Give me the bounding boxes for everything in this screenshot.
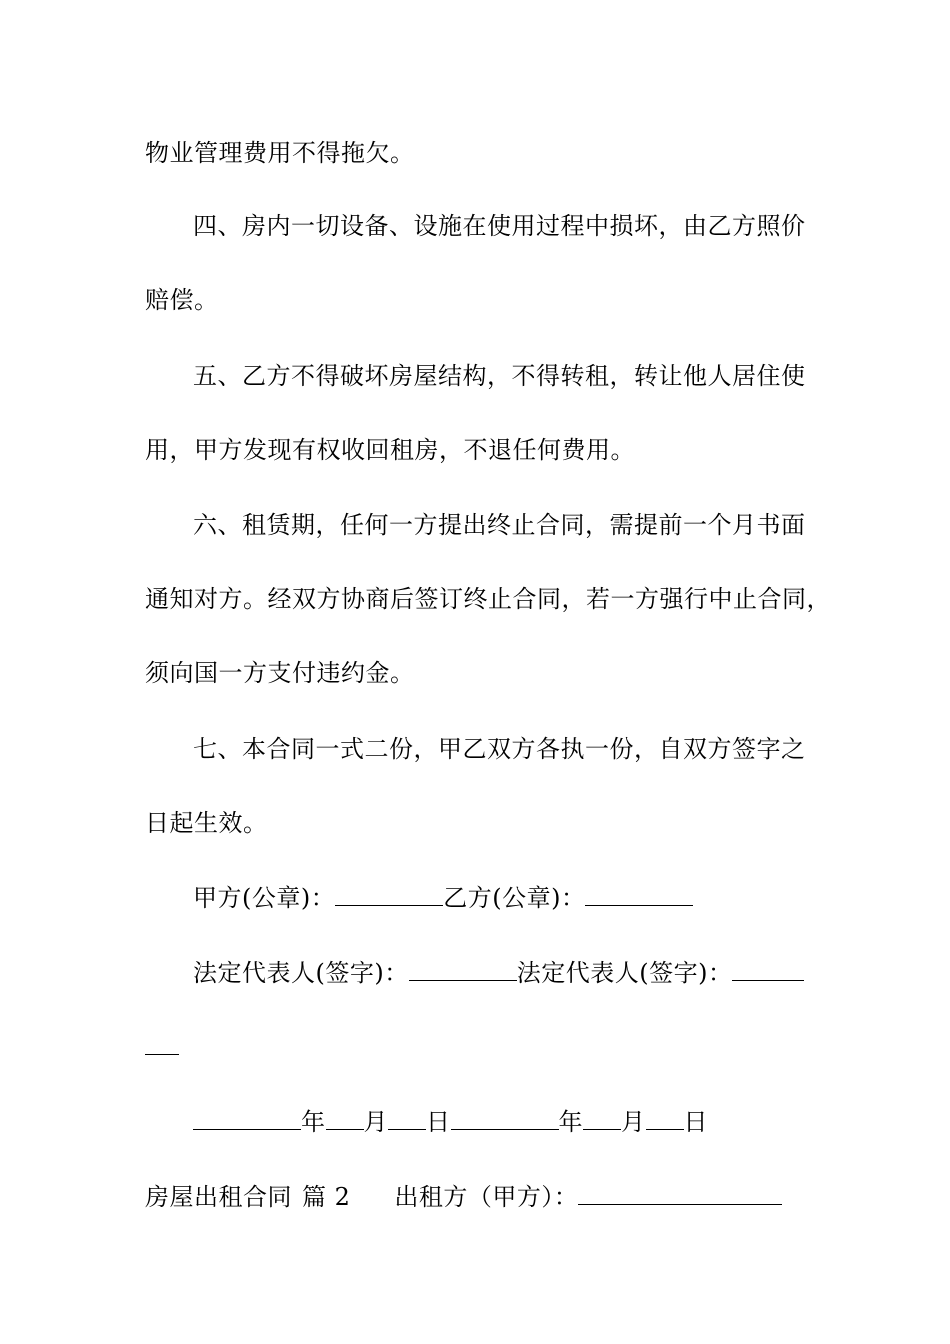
date-a-day-blank[interactable] bbox=[388, 1107, 426, 1130]
clause-five-line-2: 用，甲方发现有权收回租房，不退任何费用。 bbox=[145, 436, 635, 464]
legal-rep-a-blank[interactable] bbox=[409, 958, 517, 981]
clause-six-line-1: 六、租赁期，任何一方提出终止合同，需提前一个月书面 bbox=[193, 511, 806, 539]
date-a-month-blank[interactable] bbox=[326, 1107, 364, 1130]
date-b-day-label: 日 bbox=[683, 1108, 708, 1136]
party-a-seal-label: 甲方(公章)： bbox=[193, 884, 336, 912]
section-title: 房屋出租合同 bbox=[145, 1183, 292, 1211]
party-b-seal-label: 乙方(公章)： bbox=[443, 884, 586, 912]
section-part: 篇 2 bbox=[302, 1183, 351, 1211]
date-b-month-blank[interactable] bbox=[583, 1107, 621, 1130]
legal-rep-a-label: 法定代表人(签字)： bbox=[193, 959, 409, 987]
lessor-label: 出租方（甲方）： bbox=[394, 1183, 579, 1211]
clause-four-line-1: 四、房内一切设备、设施在使用过程中损坏，由乙方照价 bbox=[193, 212, 806, 240]
date-a-year-blank[interactable] bbox=[193, 1107, 301, 1130]
legal-rep-b-label: 法定代表人(签字)： bbox=[516, 959, 733, 987]
date-a-year-label: 年 bbox=[301, 1108, 326, 1136]
party-b-seal-blank[interactable] bbox=[585, 883, 693, 906]
date-b-year-label: 年 bbox=[558, 1108, 583, 1136]
clause-six-line-2: 通知对方。经双方协商后签订终止合同，若一方强行中止合同， bbox=[145, 585, 831, 613]
legal-rep-b-blank-continued[interactable] bbox=[145, 1032, 179, 1055]
date-a-month-label: 月 bbox=[363, 1108, 388, 1136]
clause-four-line-2: 赔偿。 bbox=[145, 286, 219, 314]
legal-rep-line-wrap bbox=[145, 1032, 179, 1062]
lessor-blank[interactable] bbox=[578, 1182, 782, 1205]
party-a-seal-blank[interactable] bbox=[335, 883, 443, 906]
date-b-month-label: 月 bbox=[621, 1108, 646, 1136]
clause-six-line-3: 须向国一方支付违约金。 bbox=[145, 659, 415, 687]
clause-seven-line-1: 七、本合同一式二份，甲乙双方各执一份，自双方签字之 bbox=[193, 735, 806, 763]
date-b-day-blank[interactable] bbox=[646, 1107, 684, 1130]
legal-rep-b-blank[interactable] bbox=[732, 958, 804, 981]
seal-line bbox=[193, 883, 693, 913]
date-b-year-blank[interactable] bbox=[451, 1107, 559, 1130]
clause-five-line-1: 五、乙方不得破坏房屋结构，不得转租，转让他人居住使 bbox=[193, 362, 806, 390]
date-a-day-label: 日 bbox=[426, 1108, 451, 1136]
clause-seven-line-2: 日起生效。 bbox=[145, 809, 268, 837]
next-section-line bbox=[145, 1182, 782, 1212]
date-line bbox=[193, 1107, 708, 1137]
legal-rep-line bbox=[193, 958, 804, 988]
paragraph-line: 物业管理费用不得拖欠。 bbox=[145, 139, 415, 167]
